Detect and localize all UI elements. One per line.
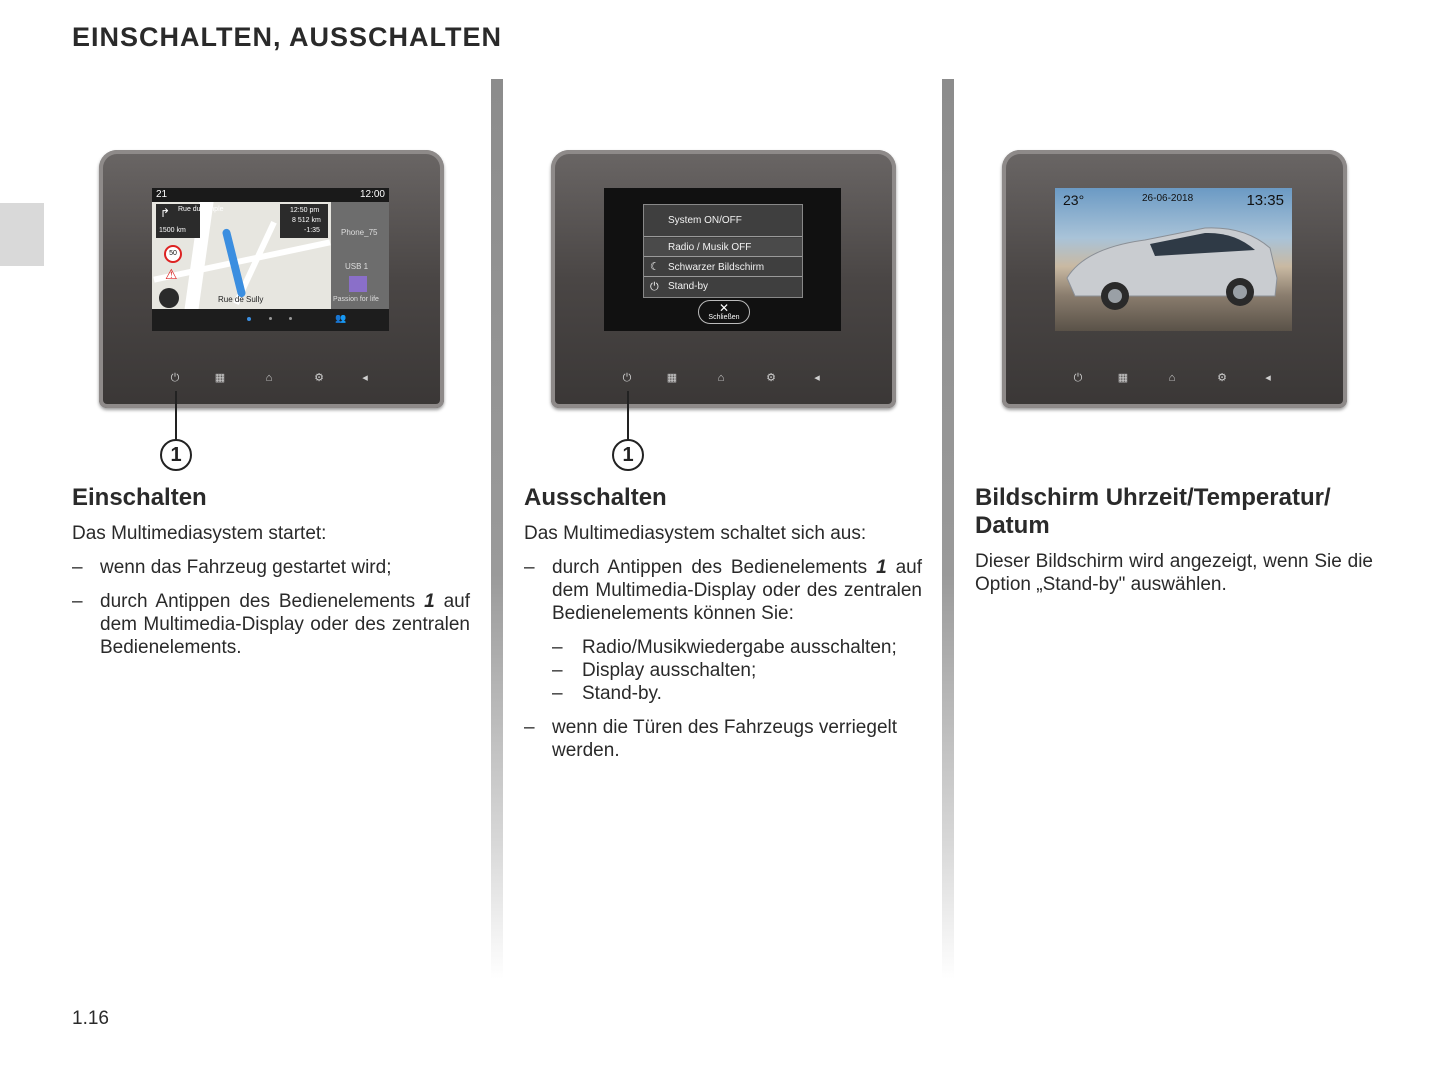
status-bar [152,188,389,202]
intro-text: Das Multimediasystem schaltet sich aus: [524,523,867,544]
multimedia-display [1002,150,1347,408]
street-name-bottom: Rue de Sully [218,295,264,304]
intro-text: Das Multimediasystem startet: [72,523,327,544]
menu-title: System ON/OFF [644,205,802,237]
home-icon[interactable]: ⌂ [1168,372,1176,384]
list-item: – wenn das Fahrzeug gestartet wird; [72,556,470,579]
volume-icon[interactable]: ◂ [1265,372,1271,384]
system-menu-screen [604,188,841,331]
grid-icon[interactable]: ▦ [214,372,226,384]
sub-list-item: – Display ausschalten; [552,659,922,682]
section-body [975,550,1373,596]
arrival-time: 12:50 pm [290,207,320,214]
callout-1: 1 [160,439,192,471]
sub-list-item: – Radio/Musikwiedergabe ausschalten; [552,636,922,659]
settings-icon[interactable]: ⚙ [1217,372,1227,384]
media-panel [331,202,389,309]
page-title: EINSCHALTEN, AUSSCHALTEN [72,22,503,52]
multimedia-display [99,150,444,408]
system-menu-panel [643,204,803,298]
settings-icon[interactable]: ⚙ [766,372,776,384]
body-text: Dieser Bildschirm wird angezeigt, wenn Sie die Option „Stand-by" auswählen. [975,551,1373,595]
turn-instruction-box [156,204,224,238]
user-icon: 👥 [335,313,347,323]
section-heading: Ausschalten [524,484,667,511]
album-cover [349,276,367,292]
usb-label: USB 1 [345,262,369,271]
menu-item-black-screen[interactable]: ☾ Schwarzer Bildschirm [644,258,802,277]
speed-limit-sign: 50 [164,245,182,263]
car-image [1055,188,1292,331]
screen-bottom-bar [152,309,389,331]
turn-arrow-icon: ↱ [160,206,171,220]
power-icon: ⏻ [650,281,659,293]
section-heading: Bildschirm Uhrzeit/Temperatur/ Datum [975,484,1331,539]
home-icon[interactable]: ⌂ [717,372,725,384]
grid-icon[interactable]: ▦ [1117,372,1129,384]
date-display: 26-06-2018 [1142,193,1194,204]
menu-item-radio-off[interactable]: Radio / Musik OFF [644,238,802,257]
street-name-top: Rue du temple [178,206,224,213]
element-reference: 1 [424,591,435,612]
list-item: – wenn die Türen des Fahrzeugs verriegelt werden. [524,716,922,762]
volume-icon[interactable]: ◂ [362,372,368,384]
navigation-screen [152,188,389,331]
remaining-distance: 8 512 km [292,217,321,224]
close-button[interactable]: ✕ Schließen [698,300,750,324]
page-number: 1.16 [72,1008,109,1029]
media-title: Passion for life [333,296,379,303]
grid-icon[interactable]: ▦ [666,372,678,384]
compass-icon [159,288,179,308]
callout-line [175,391,177,441]
settings-icon[interactable]: ⚙ [314,372,324,384]
section-heading: Einschalten [72,484,207,511]
home-icon[interactable]: ⌂ [265,372,273,384]
section-body [524,522,922,762]
warning-sign-icon: ⚠ [165,266,178,282]
chapter-tab [0,203,44,266]
callout-1: 1 [612,439,644,471]
power-icon[interactable]: ⏻ [170,372,180,384]
clock-temperature-screen [1055,188,1292,331]
trip-info-box [280,204,328,238]
power-icon[interactable]: ⏻ [622,372,632,384]
multimedia-display [551,150,896,408]
element-reference: 1 [876,557,887,578]
list-item: – durch Antippen des Bedienelements 1 auf dem Multimedia-Display oder des zentralen Bedienelements können Sie: [524,556,922,625]
distance-label: 1500 km [159,227,186,234]
power-icon[interactable]: ⏻ [1073,372,1083,384]
status-time: 12:00 [359,189,385,200]
list-item: – durch Antippen des Bedienelements 1 auf dem Multimedia-Display oder des zentralen Bedienelements. [72,590,470,659]
column-divider [491,79,503,979]
moon-icon: ☾ [650,261,660,273]
close-icon: ✕ [718,301,730,315]
sub-list-item: – Stand-by. [552,682,922,705]
status-left: 21 [156,189,168,200]
phone-label: Phone_75 [341,228,378,237]
menu-item-standby[interactable]: ⏻ Stand-by [644,278,802,296]
section-body [72,522,470,659]
time-display: 13:35 [1246,192,1284,209]
temperature-display: 23° [1063,192,1085,208]
volume-icon[interactable]: ◂ [814,372,820,384]
remaining-time: -1:35 [304,227,320,234]
callout-line [627,391,629,441]
column-divider [942,79,954,979]
